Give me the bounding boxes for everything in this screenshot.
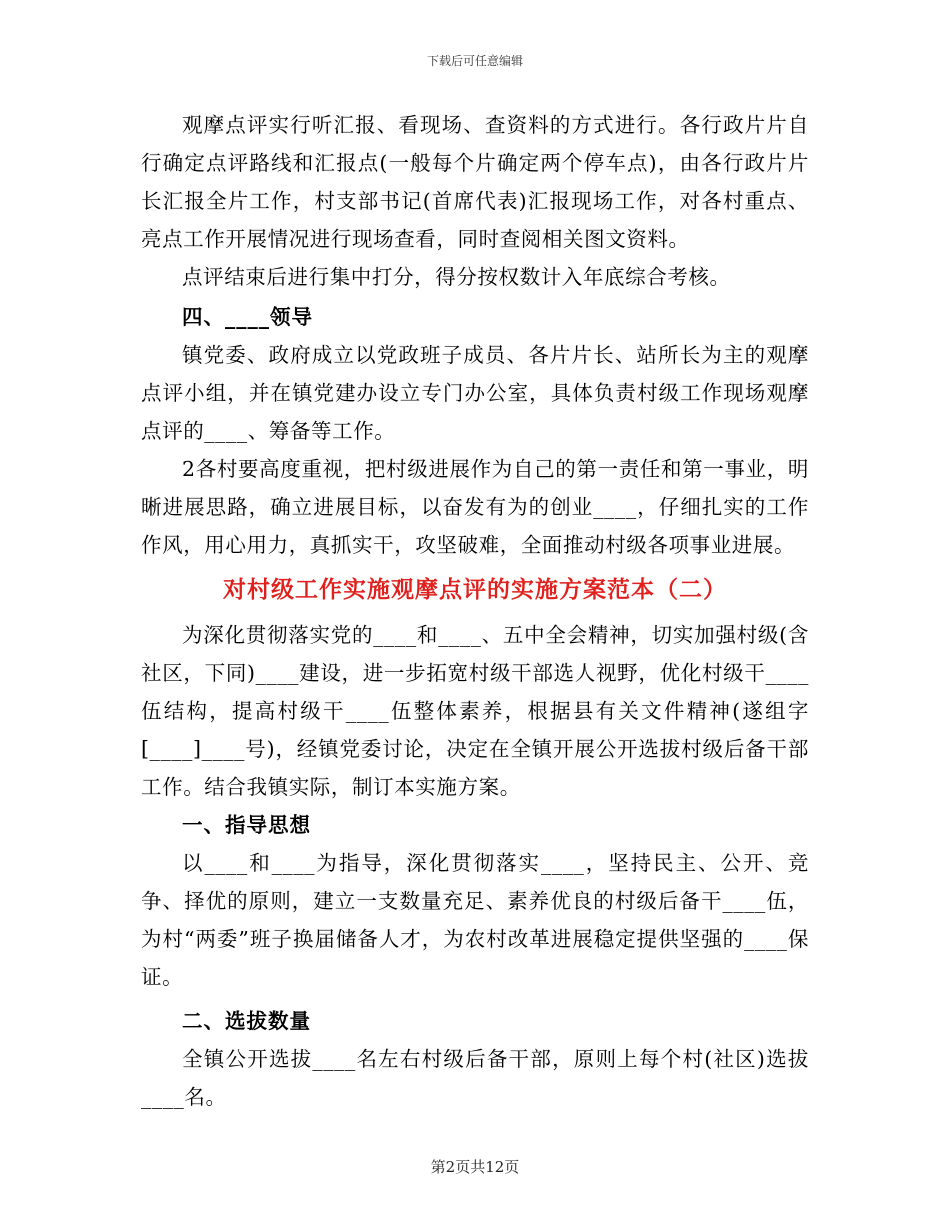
paragraph-selection-quantity: 全镇公开选拔____名左右村级后备干部，原则上每个村(社区)选拔____名。 bbox=[141, 1047, 809, 1109]
paragraph-intro: 为深化贯彻落实党的____和____、五中全会精神，切实加强村级(含社区，下同)____建设，进一步拓宽村级干部选人视野，优化村级干____伍结构，提高村级干____伍整体素养，根据县有关文件精神(遂组字[____]____号)，经镇党委讨论，决定在全镇开展公开选拔村级后备干部工作。结合我镇实际，制订本实施方案。 bbox=[141, 623, 809, 799]
heading-selection-quantity: 二、选拔数量 bbox=[182, 1009, 311, 1033]
section-title: 对村级工作实施观摩点评的实施方案范本（二） bbox=[223, 577, 727, 603]
heading-guiding-ideology: 一、指导思想 bbox=[182, 813, 311, 837]
paragraph-review-group: 镇党委、政府成立以党政班子成员、各片片长、站所长为主的观摩点评小组，并在镇党建办设立专门办公室，具体负责村级工作现场观摩点评的____、筹备等工作。 bbox=[141, 343, 809, 443]
paragraph-scoring: 点评结束后进行集中打分，得分按权数计入年底综合考核。 bbox=[182, 265, 731, 289]
paragraph-inspection-method: 观摩点评实行听汇报、看现场、查资料的方式进行。各行政片片自行确定点评路线和汇报点(一般每个片确定两个停车点)，由各行政片片长汇报全片工作，村支部书记(首席代表)汇报现场工作，对各村重点、亮点工作开展情况进行现场查看，同时查阅相关图文资料。 bbox=[141, 113, 809, 251]
page-footer: 第2页共12页 bbox=[430, 1158, 520, 1176]
heading-leadership: 四、____领导 bbox=[182, 305, 313, 329]
document-body bbox=[141, 106, 809, 1116]
paragraph-guiding-ideology: 以____和____为指导，深化贯彻落实____，坚持民主、公开、竞争、择优的原则，建立一支数量充足、素养优良的村级后备干____伍，为村“两委”班子换届储备人才，为农村改革进展稳定提供坚强的____保证。 bbox=[141, 851, 809, 989]
page-header: 下载后可任意编辑 bbox=[426, 54, 523, 68]
paragraph-village-requirements: 2各村要高度重视，把村级进展作为自己的第一责任和第一事业，明晰进展思路，确立进展目标，以奋发有为的创业____，仔细扎实的工作作风，用心用力，真抓实干，攻坚破难，全面推动村级各项事业进展。 bbox=[141, 457, 809, 557]
